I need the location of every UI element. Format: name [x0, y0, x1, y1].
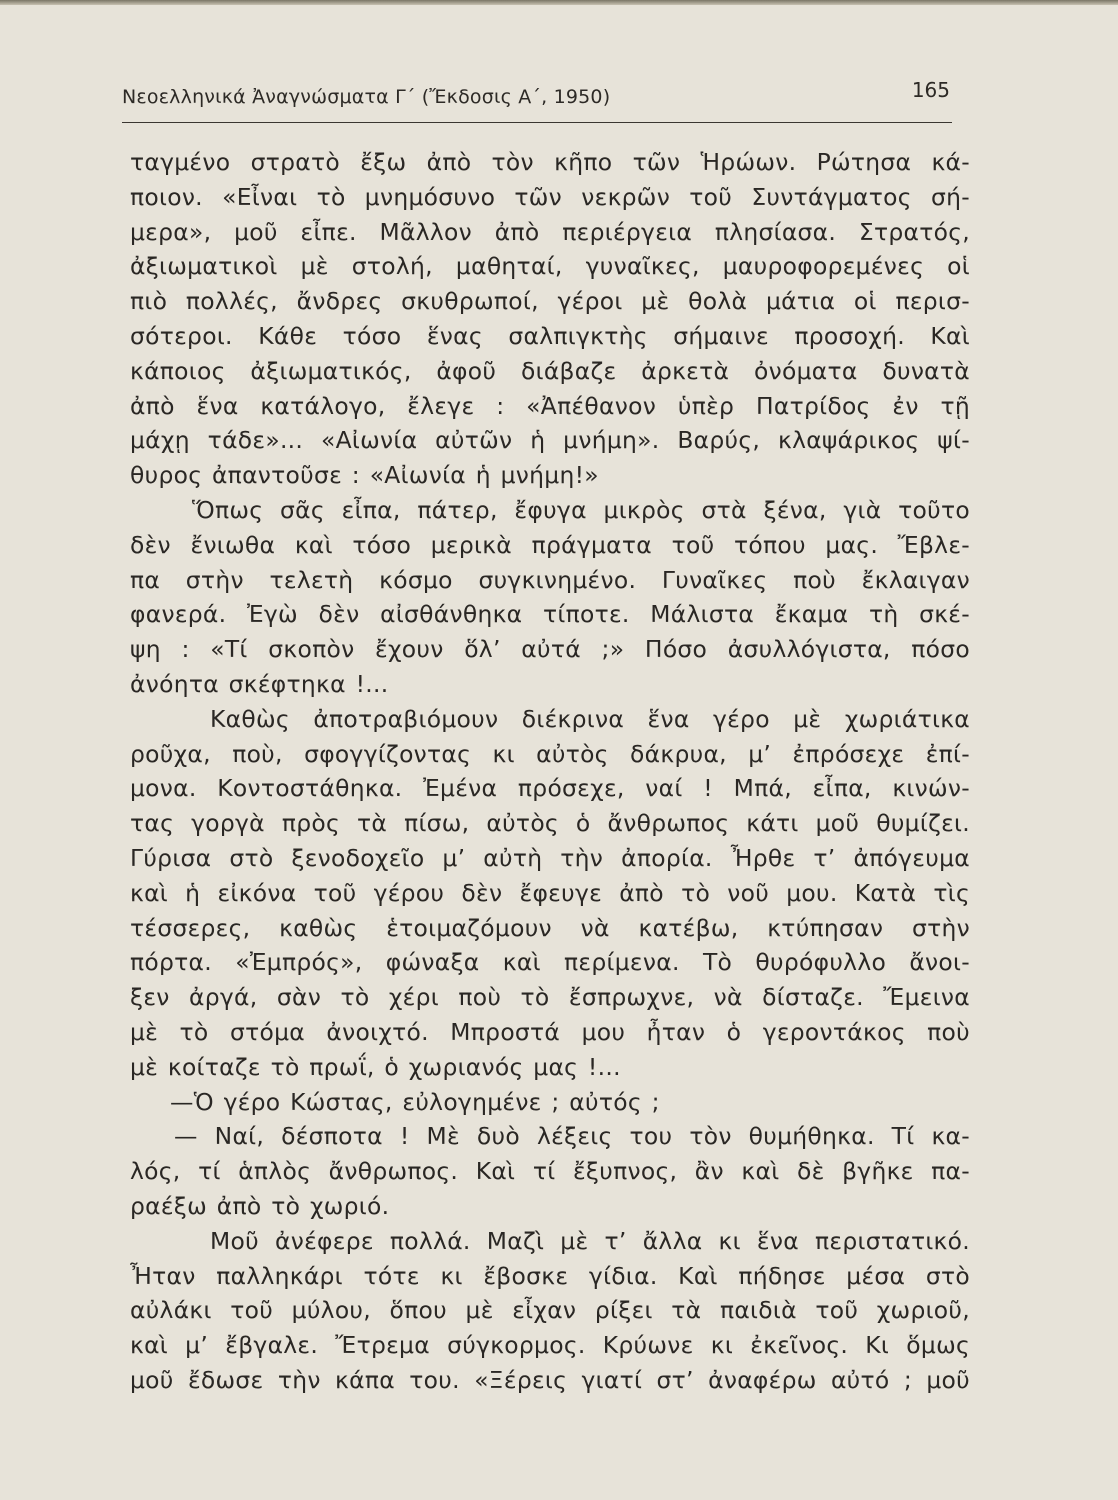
- text-line: τέσσερες, καθὼς ἑτοιμαζόμουν νὰ κατέβω, κτύπησαν στὴν: [130, 913, 970, 942]
- text-line: Καθὼς ἀποτραβιόμουν διέκρινα ἕνα γέρο μὲ χωριάτικα: [210, 704, 970, 733]
- text-line: φανερά. Ἐγὼ δὲν αἰσθάνθηκα τίποτε. Μάλιστα ἔκαμα τὴ σκέ-: [130, 600, 970, 629]
- text-line: Ὅπως σᾶς εἶπα, πάτερ, ἔφυγα μικρὸς στὰ ξένα, γιὰ τοῦτο: [192, 495, 970, 524]
- text-line: ροῦχα, ποὺ, σφογγίζοντας κι αὐτὸς δάκρυα, μ’ ἐπρόσεχε ἐπί-: [130, 739, 970, 768]
- text-line: — Ναί, δέσποτα ! Μὲ δυὸ λέξεις του τὸν θυμήθηκα. Τί κα-: [174, 1122, 970, 1151]
- text-line: τας γοργὰ πρὸς τὰ πίσω, αὐτὸς ὁ ἄνθρωπος κάτι μοῦ θυμίζει.: [130, 809, 970, 838]
- text-line: ἀνόητα σκέφτηκα !...: [130, 669, 389, 698]
- text-line: Μοῦ ἀνέφερε πολλά. Μαζὶ μὲ τ’ ἄλλα κι ἕνα περιστατικό.: [210, 1226, 970, 1255]
- text-line: μερα», μοῦ εἶπε. Μᾶλλον ἀπὸ περιέργεια πλησίασα. Στρατός,: [130, 217, 970, 246]
- text-line: μὲ κοίταζε τὸ πρωΐ, ὁ χωριανός μας !...: [130, 1052, 621, 1081]
- text-line: ψη : «Τί σκοπὸν ἔχουν ὅλ’ αὐτά ;» Πόσο ἀσυλλόγιστα, πόσο: [130, 635, 970, 664]
- text-line: Ἦταν παλληκάρι τότε κι ἔβοσκε γίδια. Καὶ πήδησε μέσα στὸ: [130, 1261, 970, 1290]
- text-line: —Ὁ γέρο Κώστας, εὐλογημένε ; αὐτός ;: [170, 1087, 660, 1116]
- text-line: θυρος ἀπαντοῦσε : «Αἰωνία ἡ μνήμη!»: [130, 461, 599, 490]
- text-line: καὶ μ’ ἔβγαλε. Ἔτρεμα σύγκορμος. Κρύωνε κι ἐκεῖνος. Κι ὅμως: [130, 1331, 970, 1360]
- page-number: 165: [911, 78, 950, 102]
- text-line: λός, τί ἁπλὸς ἄνθρωπος. Καὶ τί ἔξυπνος, ἂν καὶ δὲ βγῆκε πα-: [130, 1157, 970, 1186]
- header-rule: [122, 122, 952, 123]
- text-line: πόρτα. «Ἐμπρός», φώναξα καὶ περίμενα. Τὸ θυρόφυλλο ἄνοι-: [130, 948, 970, 977]
- text-line: σότεροι. Κάθε τόσο ἕνας σαλπιγκτὴς σήμαινε προσοχή. Καὶ: [130, 321, 970, 350]
- text-line: καὶ ἡ εἰκόνα τοῦ γέρου δὲν ἔφευγε ἀπὸ τὸ νοῦ μου. Κατὰ τὶς: [130, 878, 970, 907]
- text-line: μὲ τὸ στόμα ἀνοιχτό. Μπροστά μου ἦταν ὁ γεροντάκος ποὺ: [130, 1017, 970, 1046]
- page-top-edge: [0, 0, 1118, 5]
- text-line: ραέξω ἀπὸ τὸ χωριό.: [130, 1191, 390, 1220]
- running-title: Νεοελληνικά Ἀναγνώσματα Γ΄ (Ἔκδοσις Α΄, 1950): [122, 86, 611, 108]
- text-line: κάποιος ἀξιωματικός, ἀφοῦ διάβαζε ἀρκετὰ ὀνόματα δυνατὰ: [130, 356, 970, 385]
- text-line: δὲν ἔνιωθα καὶ τόσο μερικὰ πράγματα τοῦ τόπου μας. Ἔβλε-: [130, 530, 970, 559]
- text-line: αὐλάκι τοῦ μύλου, ὅπου μὲ εἶχαν ρίξει τὰ παιδιὰ τοῦ χωριοῦ,: [130, 1296, 970, 1325]
- text-line: μάχῃ τάδε»... «Αἰωνία αὐτῶν ἡ μνήμη». Βαρύς, κλαψάρικος ψί-: [130, 426, 970, 455]
- text-line: μονα. Κοντοστάθηκα. Ἐμένα πρόσεχε, ναί ! Μπά, εἶπα, κινών-: [130, 774, 970, 803]
- text-line: πα στὴν τελετὴ κόσμο συγκινημένο. Γυναῖκες ποὺ ἔκλαιγαν: [130, 565, 970, 594]
- text-line: πιὸ πολλές, ἄνδρες σκυθρωποί, γέροι μὲ θολὰ μάτια οἱ περισ-: [130, 287, 970, 316]
- text-line: ποιον. «Εἶναι τὸ μνημόσυνο τῶν νεκρῶν τοῦ Συντάγματος σή-: [130, 182, 970, 211]
- page-header: [122, 78, 952, 114]
- text-line: ξεν ἀργά, σὰν τὸ χέρι ποὺ τὸ ἔσπρωχνε, νὰ δίσταζε. Ἔμεινα: [130, 983, 970, 1012]
- text-line: Γύρισα στὸ ξενοδοχεῖο μ’ αὐτὴ τὴν ἀπορία. Ἦρθε τ’ ἀπόγευμα: [130, 843, 970, 872]
- text-line: μοῦ ἔδωσε τὴν κάπα του. «Ξέρεις γιατί στ’ ἀναφέρω αὐτό ; μοῦ: [130, 1365, 970, 1394]
- text-line: ἀξιωματικοὶ μὲ στολή, μαθηταί, γυναῖκες, μαυροφορεμένες οἱ: [130, 252, 970, 281]
- body-text: [130, 145, 970, 1398]
- text-line: ἀπὸ ἕνα κατάλογο, ἔλεγε : «Ἀπέθανον ὑπὲρ Πατρίδος ἐν τῇ: [130, 391, 970, 420]
- text-line: ταγμένο στρατὸ ἔξω ἀπὸ τὸν κῆπο τῶν Ἡρώων. Ρώτησα κά-: [130, 148, 970, 176]
